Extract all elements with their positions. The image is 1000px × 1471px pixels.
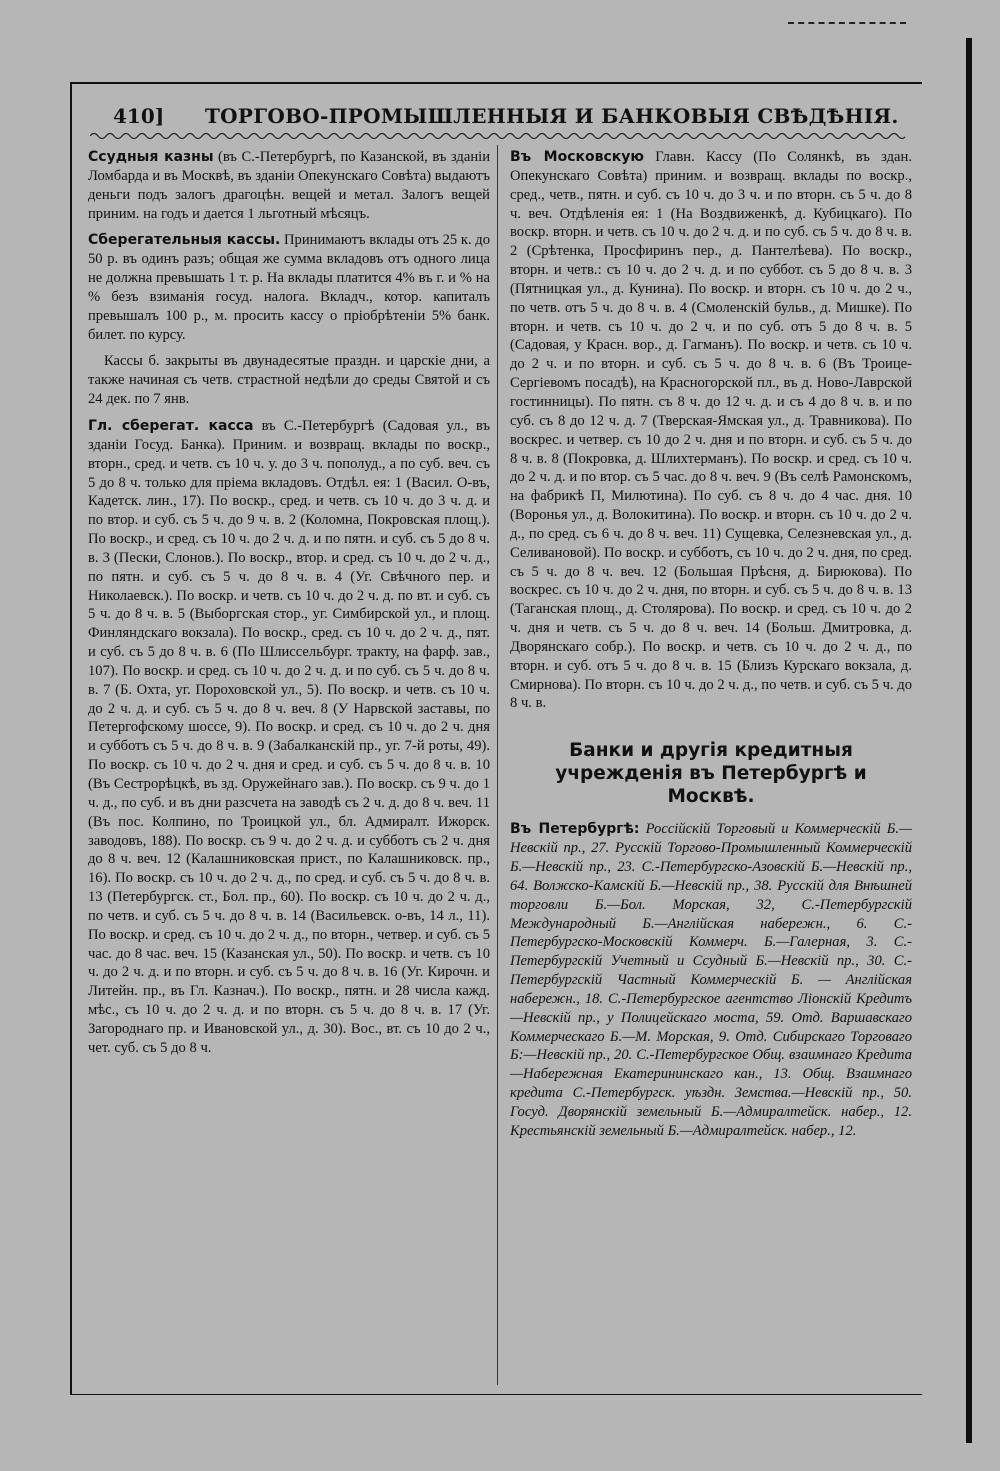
paragraph-savings-banks [88,231,490,344]
paragraph-petersburg-banks [510,820,912,1140]
paragraph-text: въ С.-Петербургѣ (Садовая ул., въ зданiи Госуд. Банка). Приним. и возвращ. вклады по воскр., вторн., сред. и четв. съ 10 ч. у. до 3 ч. пополуд., а по суб. веч. съ 5 до 8 ч. только для прiема вкладовъ. Отдѣл. ея: 1 (Васил. О-въ, Кадетск. лин., 17). По воскр., сред. и четв. съ 10 ч. до 3 ч. д. и по втор. и суб. съ 5 ч. до 9 ч. в. 2 (Коломна, Покровская площ.). По воскр., и сред. съ 10 ч. до 2 ч. д. и по пятн. и суб. съ 5 до 8 ч. в. 3 (Пески, Слонов.). По воскр., втор. и сред. съ 10 ч. до 2 ч. д., по пятн. и суб. съ 5 ч. до 8 ч. в. 4 (Уг. Свѣчного пер. и Николаевск.). По воскр. и четв. съ 10 ч. до 2 ч. д. по вт. и суб. съ 5 ч. до 8 ч. в. 5 (Выборгская стор., уг. Симбирской ул., и площ. Финляндскаго вокзала). По воскр., сред. съ 10 ч. до 2 ч. д., пят. и суб. съ 5 до 8 ч. в. 6 (По Шлиссельбург. тракту, на фарф. зав., 107). По воскр. и сред. съ 10 ч. до 2 ч. д. и по суб. съ 5 ч. до 8 ч. в. 7 (Б. Охта, уг. Пороховской ул., 5). По воскр. и четв. съ 10 ч. до 2 ч. д. и суб. съ 5 ч. до 8 ч. веч. 8 (У Нарвской заставы, по Петергофскому шоссе, 9). По воскр. и сред. съ 10 ч. до 2 ч. дня и субботъ съ 5 ч. до 8 ч. в. 9 (Забалканскiй пр., уг. 7-й роты, 49). По воскр. съ 10 ч. до 2 ч. дня и сред. и суб. съ 5 ч. до 8 ч. в. 10 (Въ Сестрорѣцкѣ, въ зд. Оружейнаго зав.). По воскр. съ 9 ч. до 1 ч. д., по суб. и въ дни разсчета на заводѣ съ 2 ч. д. до 8 ч. веч. 11 (Въ пос. Колпино, по Троицкой ул., бл. Адмиралт. Ижорск. заводовъ, 188). По воскр. съ 9 ч. до 2 ч. д. и субботъ съ 2 ч. дня до 8 ч. веч. 12 (Калашниковская прист., по Калашниковск. пр., 16). По воскр. съ 10 ч. до 2 ч. д., по сред. и суб. съ 5 ч. до 8 ч. в. 13 (Петербургск. ст., Бол. пр., 60). По воскр. съ 10 ч. до 2 ч. д., по четв. и суб. съ 5 ч. до 8 ч. в. 14 (Васильевск. о-въ, 14 л., 11). По воскр. и сред. съ 10 ч. до 2 ч. д., по вторн., четвер. и суб. съ 5 час. до 8 час. веч. 15 (Казанская ул., 50). По воскр. и четв. съ 10 ч. до 2 ч. д. и по вторн. и суб. съ 5 ч. до 8 ч. в. 16 (Уг. Кирочн. и Литейн. пр., въ Гл. Казнач.). По воскр., пятн. и 28 числа кажд. мѣс., съ 10 ч. до 2 ч. д. и по вторн. съ 5 ч. до 8 ч. в. 17 (Уг. Загороднаго пр. и Ивановской ул., д. 30). Вос., вт. съ 10 до 2 ч., чет. суб. съ 5 до 8 ч. [88,417,490,1056]
paragraph-lead: Въ Московскую [510,149,645,165]
left-column [88,148,490,1066]
paragraph-text: Кассы б. закрыты въ двунадесятые праздн. и царскiе дни, а также начиная съ четв. страстной недѣли до среды Святой и съ 24 дек. по 7 янв. [88,353,490,408]
paragraph-text: (въ С.-Петербургѣ, по Казанской, въ зданiи Ломбарда и въ Москвѣ, въ зданiи Опекунскаго Совѣта) выдаютъ деньги подъ залогъ драгоцѣн. вещей и метал. Залогъ вещей приним. на годъ и дается 1 льготный мѣсяцъ. [88,149,490,222]
paragraph-lead: Ссудныя казны [88,149,214,165]
paragraph-closures [88,352,490,409]
paragraph-moscow-savings [510,148,912,713]
page-number: 410] [113,104,165,128]
paragraph-lead: Гл. сберегат. касса [88,417,254,434]
paragraph-text: Главн. Кассу (По Солянкѣ, въ здан. Опекунскаго Совѣта) приним. и возвращ. вклады по воскр., сред., четв., пятн. и суб. съ 10 ч. до 3 ч. и по вторн. съ 5 ч. до 8 ч. веч. Отдѣленiя ея: 1 (На Воздвиженкѣ, д. Кубицкаго). По воскр. вторн. и четв. съ 10 ч. до 2 ч. д. и по суб. съ 5 ч. до 8 ч. в. 2 (Срѣтенка, Просфиринъ пер., д. Пантелѣева). По воскр., вторн. и четв.: съ 10 ч. до 2 ч. д. и по суббот. съ 5 до 8 ч. в. 3 (Пятницкая ул., д. Кунина). По воскр. и вторн. съ 10 ч. до 2 ч., по четв. отъ 5 ч. до 8 ч. в. 4 (Смоленскiй бульв., д. Мишке). По вторн. и четв. съ 10 ч. до 2 ч. и по суб. отъ 5 до 8 ч. в. 5 (Садовая, у Красн. вор., д. Гагманъ). По воскр. и четв. съ 10 ч. до 2 ч. и по вторн. и суб. съ 5 ч. до 8 ч. в. 6 (Въ Троице-Сергiевомъ посадѣ), на Красногорской пл., въ д. Ново-Лаврской гостинницы). По пятн. съ 8 ч. до 12 ч. д. и съ 4 до 8 ч. в. и по суб. съ 8 до 12 ч. д. 7 (Тверская-Ямская ул., д. Травникова). По воскрес. и четвер. съ 10 до 2 ч. дня и по вторн. и суб. съ 5 ч. до 8 ч. в. 8 (Покровка, д. Шлихтерманъ). По воскр. и сред. съ 10 ч. до 2 ч. д. и по втор. съ 5 час. до 8 ч. веч. 9 (Въ селѣ Рамонскомъ, на фабрикѣ П, Милютина). По суб. съ 8 ч. до 4 час. дня. 10 (Воронья ул., д. Волокитина). По воскр. и вторн. съ 10 ч. до 2 ч. д., по сред. съ 6 ч. до 8 ч. веч. 11) Сущевка, Селезневская ул., д. Селивановой). По воскр. и субботъ, съ 10 ч. до 2 ч. дня, по сред. съ 5 ч. до 8 ч. веч. 12 (Большая Прѣсня, д. Бирюкова). По воскрес. съ 10 ч. до 2 ч. дня, по вторн. и суб. съ 5 ч. до 8 ч. в. 13 (Таганская площ., д. Столярова). По воскр. и сред. съ 10 ч. до 2 ч. дня и четв. съ 5 ч. до 8 ч. веч. 14 (Больш. Дмитровка, д. Дворянскаго собр.). По воскр. и четв. съ 10 ч. до 2 ч. д., по вторн. и суб. отъ 5 ч. до 8 ч. в. 15 (Близъ Курскаго вокзала, д. Смирнова). По вторн. съ 10 ч. до 2 ч. д., по четв. и суб. съ 5 ч. до 8 ч. в. [510,149,912,712]
running-title: ТОРГОВО-ПРОМЫШЛЕННЫЯ И БАНКОВЫЯ СВѢДѢНIЯ. [205,104,899,128]
scan-edge-bar [966,38,972,1443]
right-column [510,148,912,1149]
paragraph-lead: Сберегательныя кассы. [88,232,281,249]
paragraph-text: Россiйскiй Торговый и Коммерческiй Б.—Невскiй пр., 27. Русскiй Торгово-Промышленный Коммерческiй Б.—Невскiй пр., 23. С.-Петербургско-Азовскiй Б.—Невскiй пр., 64. Волжско-Камскiй Б.—Невскiй пр., 38. Русскiй для Внѣшней торговли Б.—Бол. Морская, 32, С.-Петербургскiй Международный Б.—Англiйская набережн., 6. С.-Петербургско-Московскiй Коммерч. Б.—Галерная, 3. С.-Петербургскiй Учетный и Ссудный Б.—Невскiй пр., 30. С.-Петербургскiй Частный Коммерческiй Б. — Англiйская набережн., 18. С.-Петербургское агентство Лiонскiй Кредитъ—Невскiй пр., у Полицейскаго моста, 59. Отд. Варшавскаго Коммерческаго Б.—М. Морская, 9. Отд. Сибирскаго Торговаго Б:—Невскiй пр., 20. С.-Петербургское Общ. взаимнаго Кредита—Набережная Екатерининскаго кан., 13. Общ. Взаимнаго кредита С.-Петербургск. уѣздн. Земства.—Невскiй пр., 50. Госуд. Дворянскiй земельный Б.—Адмиралтейск. набер., 12. Крестьянскiй земельный Б.—Адмиралтейск. набер., 12. [510,821,913,1139]
wavy-rule [90,130,905,142]
paragraph-text: Принимаютъ вклады отъ 25 к. до 50 р. въ одинъ разъ; общая же сумма вкладовъ отъ одного лица не должна превышать 1 т. р. На вклады платится 4% въ г. и % на % безъ взиманiя госуд. налога. Вкладч., котор. капиталъ превышалъ 100 р., м. просить кассу о прiобрѣтенiи 5% банк. билет. по курсу. [88,232,490,343]
paragraph-lead: Въ Петербургѣ: [510,821,640,838]
column-divider [497,145,498,1385]
paragraph-main-savings-bank [88,417,490,1058]
scan-edge-mark [788,14,906,24]
paragraph-loan-offices [88,148,490,223]
section-title: Банки и другiя кредитныя учрежденiя въ Петербургѣ и Москвѣ. [555,740,867,808]
